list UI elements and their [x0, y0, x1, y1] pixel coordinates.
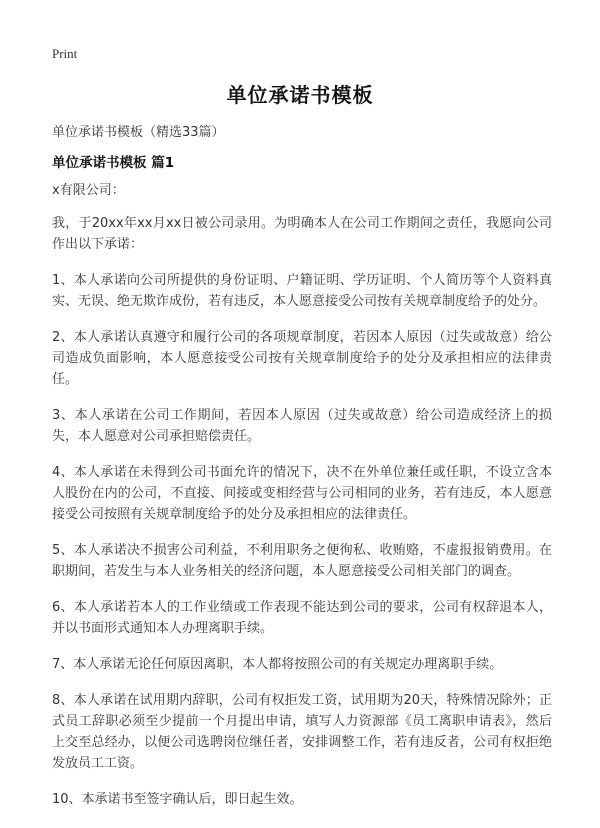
document-subtitle: 单位承诺书模板（精选33篇） [52, 125, 225, 140]
paragraph-intro: 我，于20xx年xx月xx日被公司录用。为明确本人在公司工作期间之责任，我愿向公司作出以下承诺： [52, 216, 552, 252]
page-title: 单位承诺书模板 [226, 83, 374, 107]
paragraph-item-1: 1、本人承诺向公司所提供的身份证明、户籍证明、学历证明、个人简历等个人资料真实、无误、绝无欺诈成份，若有违反，本人愿意接受公司按有关规章制度给予的处分。 [52, 273, 552, 309]
section-heading: 单位承诺书模板 篇1 [52, 155, 175, 171]
print-link[interactable]: Print [52, 46, 78, 61]
salutation: x有限公司： [52, 183, 125, 198]
document-body [52, 180, 552, 825]
paragraph-item-3: 3、本人承诺在公司工作期间，若因本人原因（过失或故意）给公司造成经济上的损失，本人愿意对公司承担赔偿责任。 [52, 408, 552, 444]
paragraph-item-4: 4、本人承诺在未得到公司书面允许的情况下，决不在外单位兼任或任职，不设立含本人股份在内的公司，不直接、间接或变相经营与公司相同的业务，若有违反，本人愿意接受公司按照有关规章制度给予的处分及承担相应的法律责任。 [52, 465, 552, 522]
paragraph-item-10: 10、本承诺书至签字确认后，即日起生效。 [52, 792, 303, 807]
paragraph-item-7: 7、本人承诺无论任何原因离职，本人都将按照公司的有关规定办理离职手续。 [52, 657, 503, 672]
paragraph-item-8: 8、本人承诺在试用期内辞职，公司有权拒发工资，试用期为20天，特殊情况除外；正式员工辞职必须至少提前一个月提出申请，填写人力资源部《员工离职申请表》，然后上交至总经办，以便公司选聘岗位继任者，安排调整工作，若有违反者，公司有权拒绝发放员工工资。 [52, 693, 552, 771]
paragraph-item-6: 6、本人承诺若本人的工作业绩或工作表现不能达到公司的要求，公司有权辞退本人，并以书面形式通知本人办理离职手续。 [52, 600, 552, 636]
paragraph-item-2: 2、本人承诺认真遵守和履行公司的各项规章制度，若因本人原因（过失或故意）给公司造成负面影响，本人愿意接受公司按有关规章制度给予的处分及承担相应的法律责任。 [52, 330, 552, 387]
paragraph-item-5: 5、本人承诺决不损害公司利益，不利用职务之便徇私、收贿赂，不虚报报销费用。在职期间，若发生与本人业务相关的经济问题，本人愿意接受公司相关部门的调查。 [52, 543, 552, 579]
